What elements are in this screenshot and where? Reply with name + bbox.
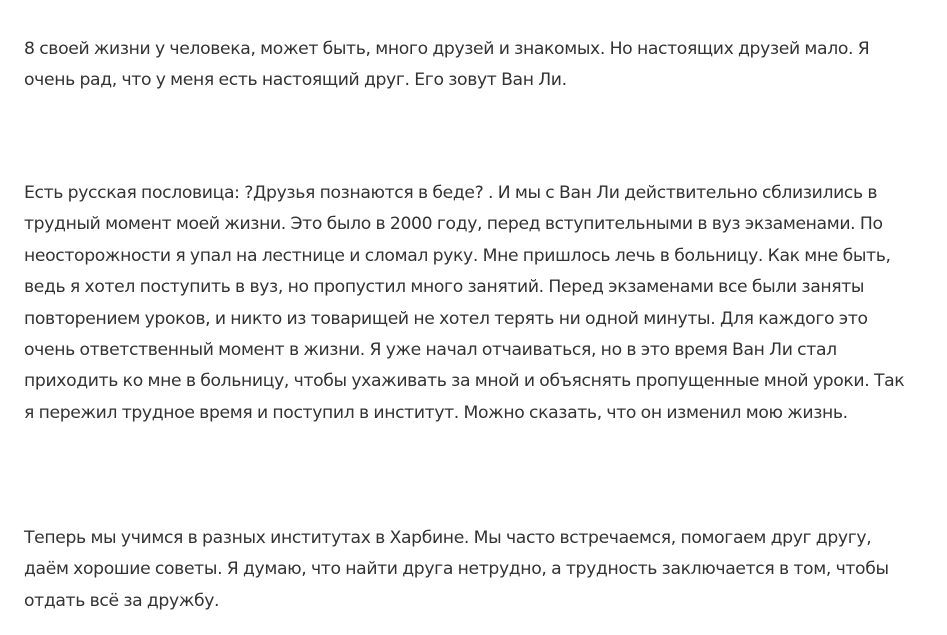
text-line: очень рад, что у меня есть настоящий друг. Его зовут Ван Ли.	[24, 70, 567, 91]
paragraph-intro	[24, 34, 869, 97]
text-line: я пережил трудное время и поступил в институт. Можно сказать, что он изменил мою жизнь.	[24, 402, 848, 423]
text-line: неосторожности я упал на лестнице и сломал руку. Мне пришлось лечь в больницу. Как мне быть,	[24, 245, 891, 266]
text-line: Есть русская пословица: ?Друзья познаются в беде? . И мы с Ван Ли действительно сблизились в	[24, 183, 878, 203]
text-line: даём хорошие советы. Я думаю, что найти друга нетрудно, а трудность заключается в том, чтобы	[24, 559, 889, 580]
paragraph-conclusion	[24, 523, 889, 617]
text-line: отдать всё за дружбу.	[24, 590, 220, 611]
text-line: Теперь мы учимся в разных институтах в Харбине. Мы часто встречаемся, помогаем друг другу,	[24, 528, 872, 548]
text-line: трудный момент моей жизни. Это было в 2000 году, перед вступительными в вуз экзаменами. По	[24, 214, 883, 235]
text-line: повторением уроков, и никто из товарищей не хотел терять ни одной минуты. Для каждого это	[24, 308, 868, 329]
text-line: очень ответственный момент в жизни. Я уже начал отчаиваться, но в это время Ван Ли стал	[24, 339, 837, 360]
text-line: 8 своей жизни у человека, может быть, много друзей и знакомых. Но настоящих друзей мало. Я	[24, 39, 870, 59]
text-line: ведь я хотел поступить в вуз, но пропустил много занятий. Перед экзаменами все были заняты	[24, 277, 865, 298]
paragraph-story	[24, 178, 904, 429]
text-line: приходить ко мне в больницу, чтобы ухаживать за мной и объяснять пропущенные мной уроки. Так	[24, 371, 905, 392]
